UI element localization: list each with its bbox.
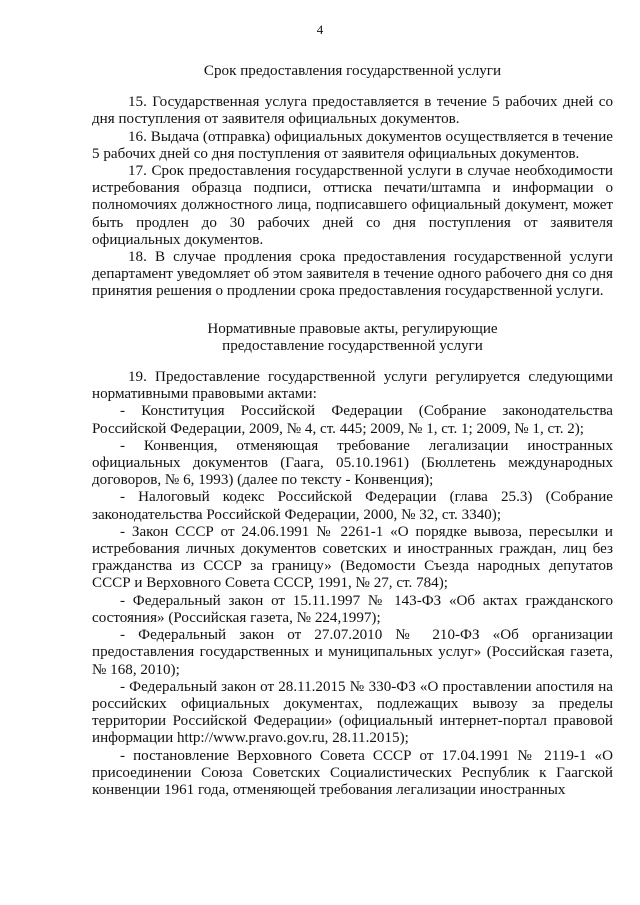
page-number: 4 bbox=[316, 22, 324, 37]
legal-act-item: - Конституция Российской Федерации (Собрание законодательства Российской Федерации, 2009, № 4, ст. 445; 2009, № 1, ст. 1; 2009, № 1, ст. 2); bbox=[92, 403, 613, 437]
section-heading-line-1: Нормативные правовые акты, регулирующие bbox=[207, 320, 498, 337]
legal-act-item: - постановление Верховного Совета СССР от 17.04.1991 № 2119-1 «О присоединении Союза Советских Социалистических Республик к Гаагской конвенции 1961 года, отменяющей требования легализации иностранных bbox=[92, 747, 613, 798]
legal-act-item: - Федеральный закон от 27.07.2010 № 210-ФЗ «Об организации предоставления государственных и муниципальных услуг» (Российская газета, № 168, 2010); bbox=[92, 627, 613, 678]
legal-act-item: - Налоговый кодекс Российской Федерации (глава 25.3) (Собрание законодательства Российской Федерации, 2000, № 32, ст. 3340); bbox=[92, 489, 613, 523]
legal-act-item: - Федеральный закон от 15.11.1997 № 143-ФЗ «Об актах гражданского состояния» (Российская газета, № 224,1997); bbox=[92, 592, 613, 626]
section-heading-service-term: Срок предоставления государственной услуги bbox=[203, 63, 502, 79]
paragraph-18: 18. В случае продления срока предоставления государственной услуги департамент уведомляет об этом заявителя в течение одного рабочего дня со дня принятия решения о продлении срока предоставления государственной услуги. bbox=[92, 249, 613, 300]
legal-act-item: - Закон СССР от 24.06.1991 № 2261-1 «О порядке вывоза, пересылки и истребования личных документов советских и иностранных граждан, лиц без гражданства из СССР за границу» (Ведомости Съезда народных депутатов СССР и Верховного Совета СССР, 1991, № 27, ст. 784); bbox=[92, 523, 613, 592]
paragraph-19: 19. Предоставление государственной услуги регулируется следующими нормативными правовыми актами: bbox=[92, 369, 613, 403]
legal-act-item: - Конвенция, отменяющая требование легализации иностранных официальных документов (Гаага, 05.10.1961) (Бюллетень международных договоров, № 6, 1993) (далее по тексту - Конвенция); bbox=[92, 437, 613, 489]
paragraph-16: 16. Выдача (отправка) официальных документов осуществляется в течение 5 рабочих дней со дня поступления от заявителя официальных документов. bbox=[92, 128, 613, 162]
section-heading-line-2: предоставление государственной услуги bbox=[222, 337, 483, 354]
section-heading-legal-acts bbox=[92, 321, 613, 355]
paragraph-15: 15. Государственная услуга предоставляется в течение 5 рабочих дней со дня поступления от заявителя официальных документов. bbox=[92, 94, 613, 128]
legal-act-item: - Федеральный закон от 28.11.2015 № 330-ФЗ «О проставлении апостиля на российских официальных документах, подлежащих вывозу за пределы территории Российской Федерации» (официальный интернет-портал правовой информации http://www.pravo.gov.ru, 28.11.2015); bbox=[92, 678, 613, 747]
paragraph-17: 17. Срок предоставления государственной услуги в случае необходимости истребования образца подписи, оттиска печати/штампа и информации о полномочиях должностного лица, подписавшего официальный документ, может быть продлен до 30 рабочих дней со дня поступления от заявителя официальных документов. bbox=[92, 163, 613, 248]
document-body bbox=[92, 60, 613, 799]
